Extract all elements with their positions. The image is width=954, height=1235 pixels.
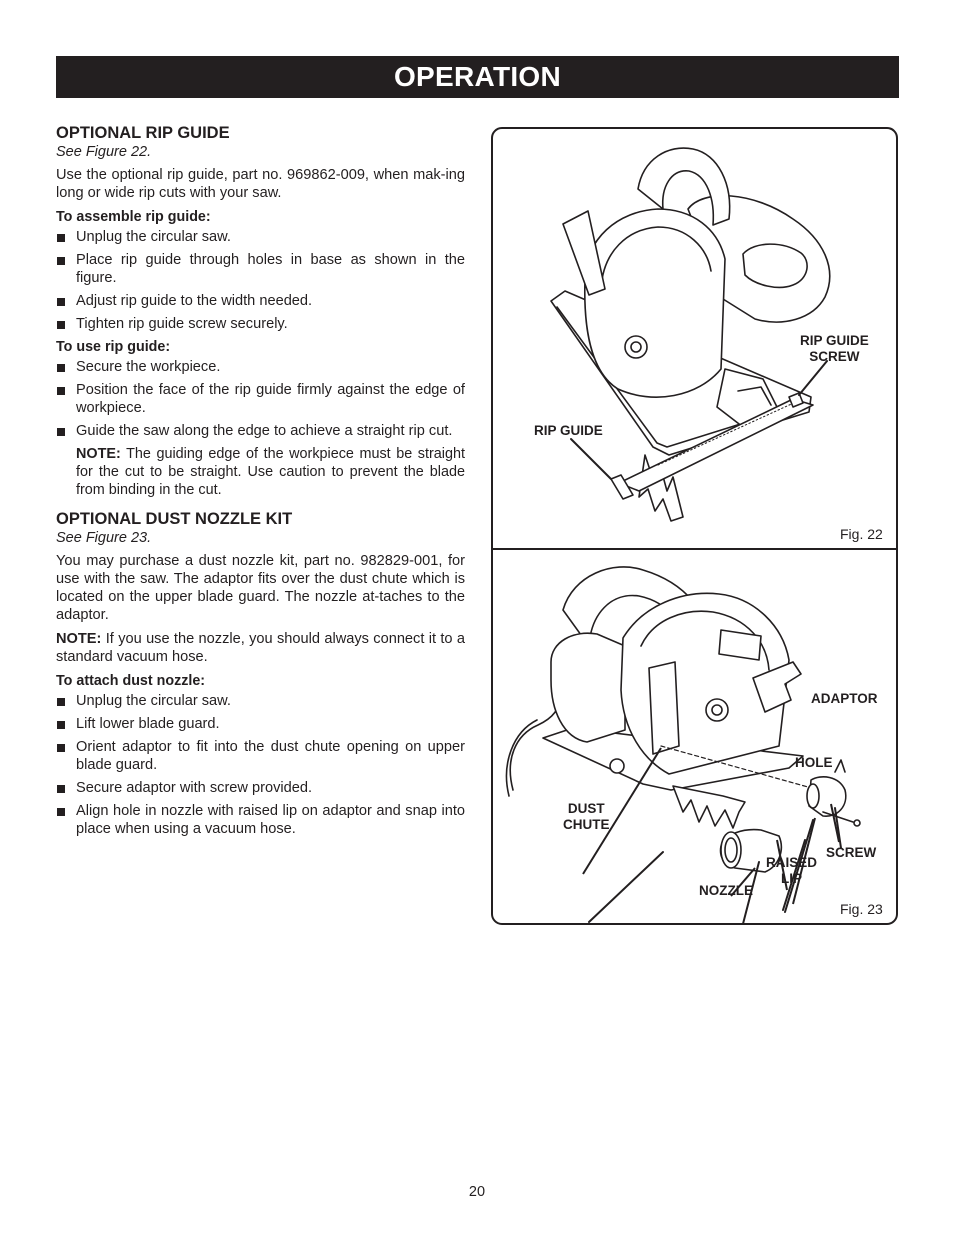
nozzle-label: NOZZLE	[699, 883, 753, 898]
rip-guide-note	[56, 445, 465, 499]
list-item: Adjust rip guide to the width needed.	[56, 292, 465, 310]
saw-blade-teeth	[673, 786, 745, 828]
label-line: DUST	[567, 801, 605, 816]
dust-nozzle-intro: You may purchase a dust nozzle kit, part no. 982829-001, for use with the saw. The adaptor fits over the dust chute which is located on the upper blade guard. The nozzle at-taches to the adaptor.	[56, 553, 465, 623]
list-item: Lift lower blade guard.	[56, 715, 465, 733]
figure-22-caption: Fig. 22	[840, 526, 883, 542]
upper-blade-guard	[585, 209, 725, 397]
dust-chute-label	[563, 801, 610, 833]
rip-guide-heading: OPTIONAL RIP GUIDE	[56, 124, 230, 142]
figure-23-caption: Fig. 23	[840, 901, 883, 917]
note-text: If you use the nozzle, you should always connect it to a standard vacuum hose.	[56, 631, 465, 665]
label-line: LIP	[781, 871, 803, 886]
rip-guide-intro: Use the optional rip guide, part no. 969862-009, when mak-ing long or wide rip cuts with your saw.	[56, 167, 465, 201]
use-steps	[56, 358, 465, 440]
dust-nozzle-see-figure: See Figure 23.	[56, 530, 152, 546]
list-item: Unplug the circular saw.	[56, 228, 465, 246]
assemble-steps	[56, 228, 465, 333]
dust-nozzle-heading: OPTIONAL DUST NOZZLE KIT	[56, 510, 293, 528]
list-item: Position the face of the rip guide firmly against the edge of workpiece.	[56, 381, 465, 417]
figure-box	[491, 127, 898, 925]
list-item: Place rip guide through holes in base as shown in the figure.	[56, 251, 465, 287]
attach-heading: To attach dust nozzle:	[56, 673, 206, 689]
dust-chute-shape	[649, 662, 679, 754]
list-item: Guide the saw along the edge to achieve a straight rip cut.	[56, 422, 465, 440]
list-item: Align hole in nozzle with raised lip on adaptor and snap into place when using a vacuum hose.	[56, 802, 465, 838]
label-line: RAISED	[766, 855, 818, 870]
adaptor-label: ADAPTOR	[811, 691, 878, 706]
power-cord	[510, 696, 559, 790]
raised-lip-label	[766, 855, 817, 887]
rip-guide-screw-label	[800, 333, 869, 365]
label-line: CHUTE	[563, 817, 610, 832]
note-label: NOTE:	[56, 631, 102, 647]
assemble-heading: To assemble rip guide:	[56, 209, 211, 225]
arbor-bolt	[706, 699, 728, 721]
list-item: Tighten rip guide screw securely.	[56, 315, 465, 333]
label-line: SCREW	[809, 349, 860, 364]
rip-guide-label: RIP GUIDE	[534, 423, 603, 438]
dust-nozzle-note	[56, 630, 465, 666]
circular-saw-dust-nozzle-illustration	[493, 550, 896, 923]
list-item: Secure the workpiece.	[56, 358, 465, 376]
screw-part	[854, 820, 860, 826]
page-title: OPERATION	[56, 56, 899, 98]
note-text: The guiding edge of the workpiece must be straight for the cut to be straight. Use caution to prevent the blade from binding in the cut.	[76, 446, 465, 498]
list-item: Unplug the circular saw.	[56, 692, 465, 710]
text-column	[56, 123, 465, 843]
use-heading: To use rip guide:	[56, 339, 171, 355]
list-item: Secure adaptor with screw provided.	[56, 779, 465, 797]
note-label: NOTE:	[76, 446, 121, 462]
motor-housing	[551, 633, 625, 742]
screw-label: SCREW	[826, 845, 877, 860]
hole-label: HOLE	[795, 755, 833, 770]
arbor-bolt	[625, 336, 647, 358]
page-number: 20	[468, 1184, 486, 1200]
attach-steps	[56, 692, 465, 838]
list-item: Orient adaptor to fit into the dust chute opening on upper blade guard.	[56, 738, 465, 774]
label-line: RIP GUIDE	[800, 333, 869, 348]
rip-guide-see-figure: See Figure 22.	[56, 144, 152, 160]
